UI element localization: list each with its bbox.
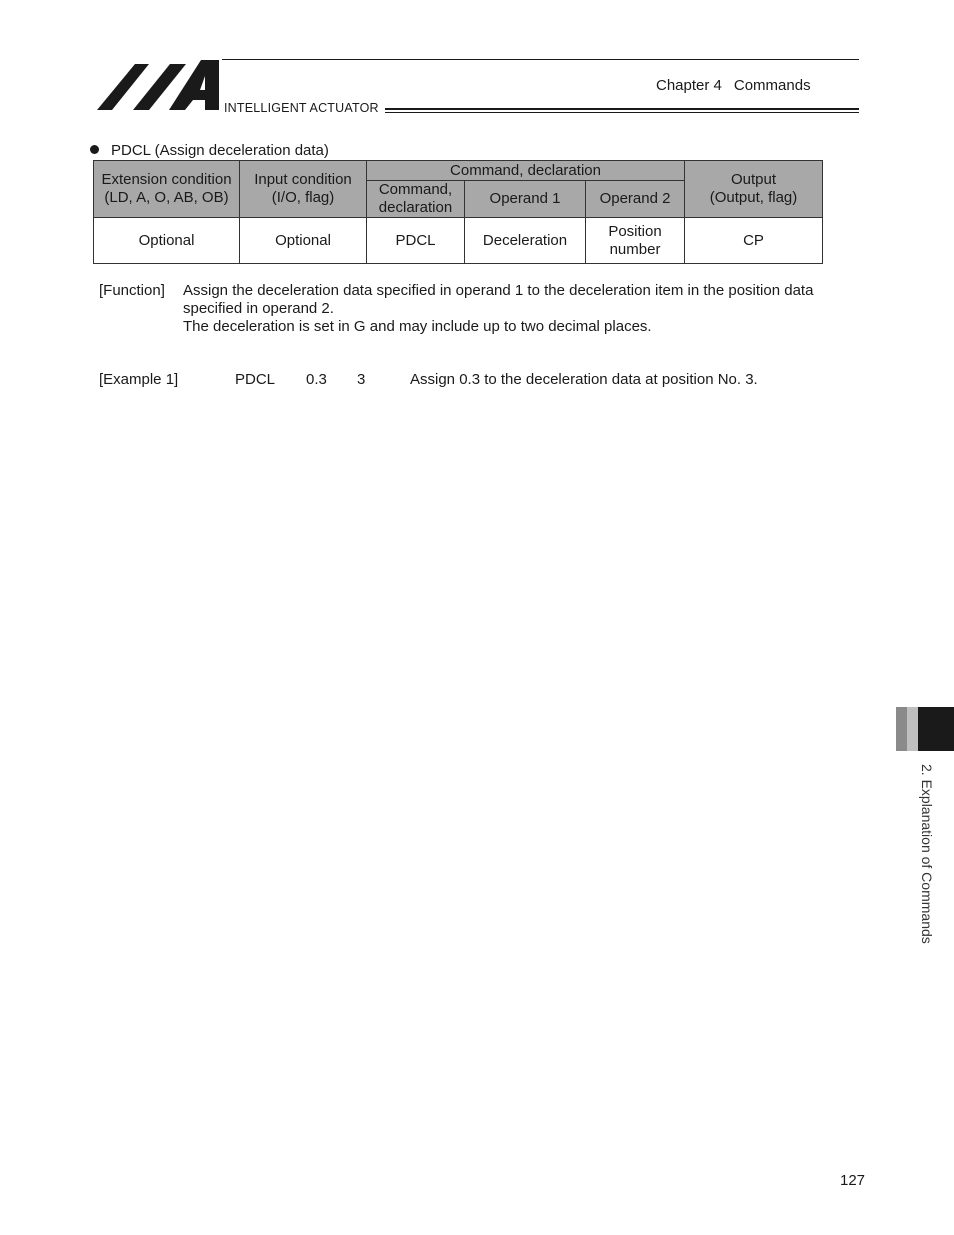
example-operand-1: 0.3 xyxy=(306,371,327,388)
section-title: PDCL (Assign deceleration data) xyxy=(111,142,329,159)
table-header-row xyxy=(94,161,823,181)
header-rule-top xyxy=(222,59,859,60)
example-description: Assign 0.3 to the deceleration data at position No. 3. xyxy=(410,371,758,388)
table-row xyxy=(94,218,823,264)
function-line-1: Assign the deceleration data specified in operand 1 to the deceleration item in the position data specified in operand 2. xyxy=(183,282,814,317)
chapter-heading xyxy=(656,77,811,94)
header-command-group: Command, declaration xyxy=(367,161,685,181)
example-operand-2: 3 xyxy=(357,371,366,388)
cell-output: CP xyxy=(685,218,823,264)
header-output: Output (Output, flag) xyxy=(685,161,823,218)
header-operand-2: Operand 2 xyxy=(586,181,685,218)
side-tab-label: 2. Explanation of Commands xyxy=(919,764,935,944)
chapter-title: Commands xyxy=(733,77,811,94)
header-command: Command, declaration xyxy=(367,181,465,218)
side-tab-marker xyxy=(918,707,954,751)
chapter-number: Chapter 4 xyxy=(656,77,722,94)
header-rule-bottom xyxy=(385,108,859,110)
iai-logo-icon xyxy=(97,58,221,110)
function-description xyxy=(183,282,823,336)
brand-name: INTELLIGENT ACTUATOR xyxy=(224,101,379,115)
bullet-icon xyxy=(90,145,99,154)
cell-operand-1: Deceleration xyxy=(465,218,586,264)
cell-command: PDCL xyxy=(367,218,465,264)
cell-extension: Optional xyxy=(94,218,240,264)
function-label: [Function] xyxy=(99,282,165,299)
header-input-condition: Input condition (I/O, flag) xyxy=(240,161,367,218)
example-label: [Example 1] xyxy=(99,371,179,388)
function-line-2: The deceleration is set in G and may include up to two decimal places. xyxy=(183,318,652,335)
header-operand-1: Operand 1 xyxy=(465,181,586,218)
example-command: PDCL xyxy=(235,371,276,388)
header-rule-bottom-thin xyxy=(385,112,859,113)
header-extension-condition: Extension condition (LD, A, O, AB, OB) xyxy=(94,161,240,218)
page-number: 127 xyxy=(840,1172,866,1189)
cell-operand-2: Position number xyxy=(586,218,685,264)
side-tab-marker-light xyxy=(907,707,918,751)
side-tab-marker-dark xyxy=(896,707,907,751)
cell-input: Optional xyxy=(240,218,367,264)
command-spec-table xyxy=(93,160,823,264)
